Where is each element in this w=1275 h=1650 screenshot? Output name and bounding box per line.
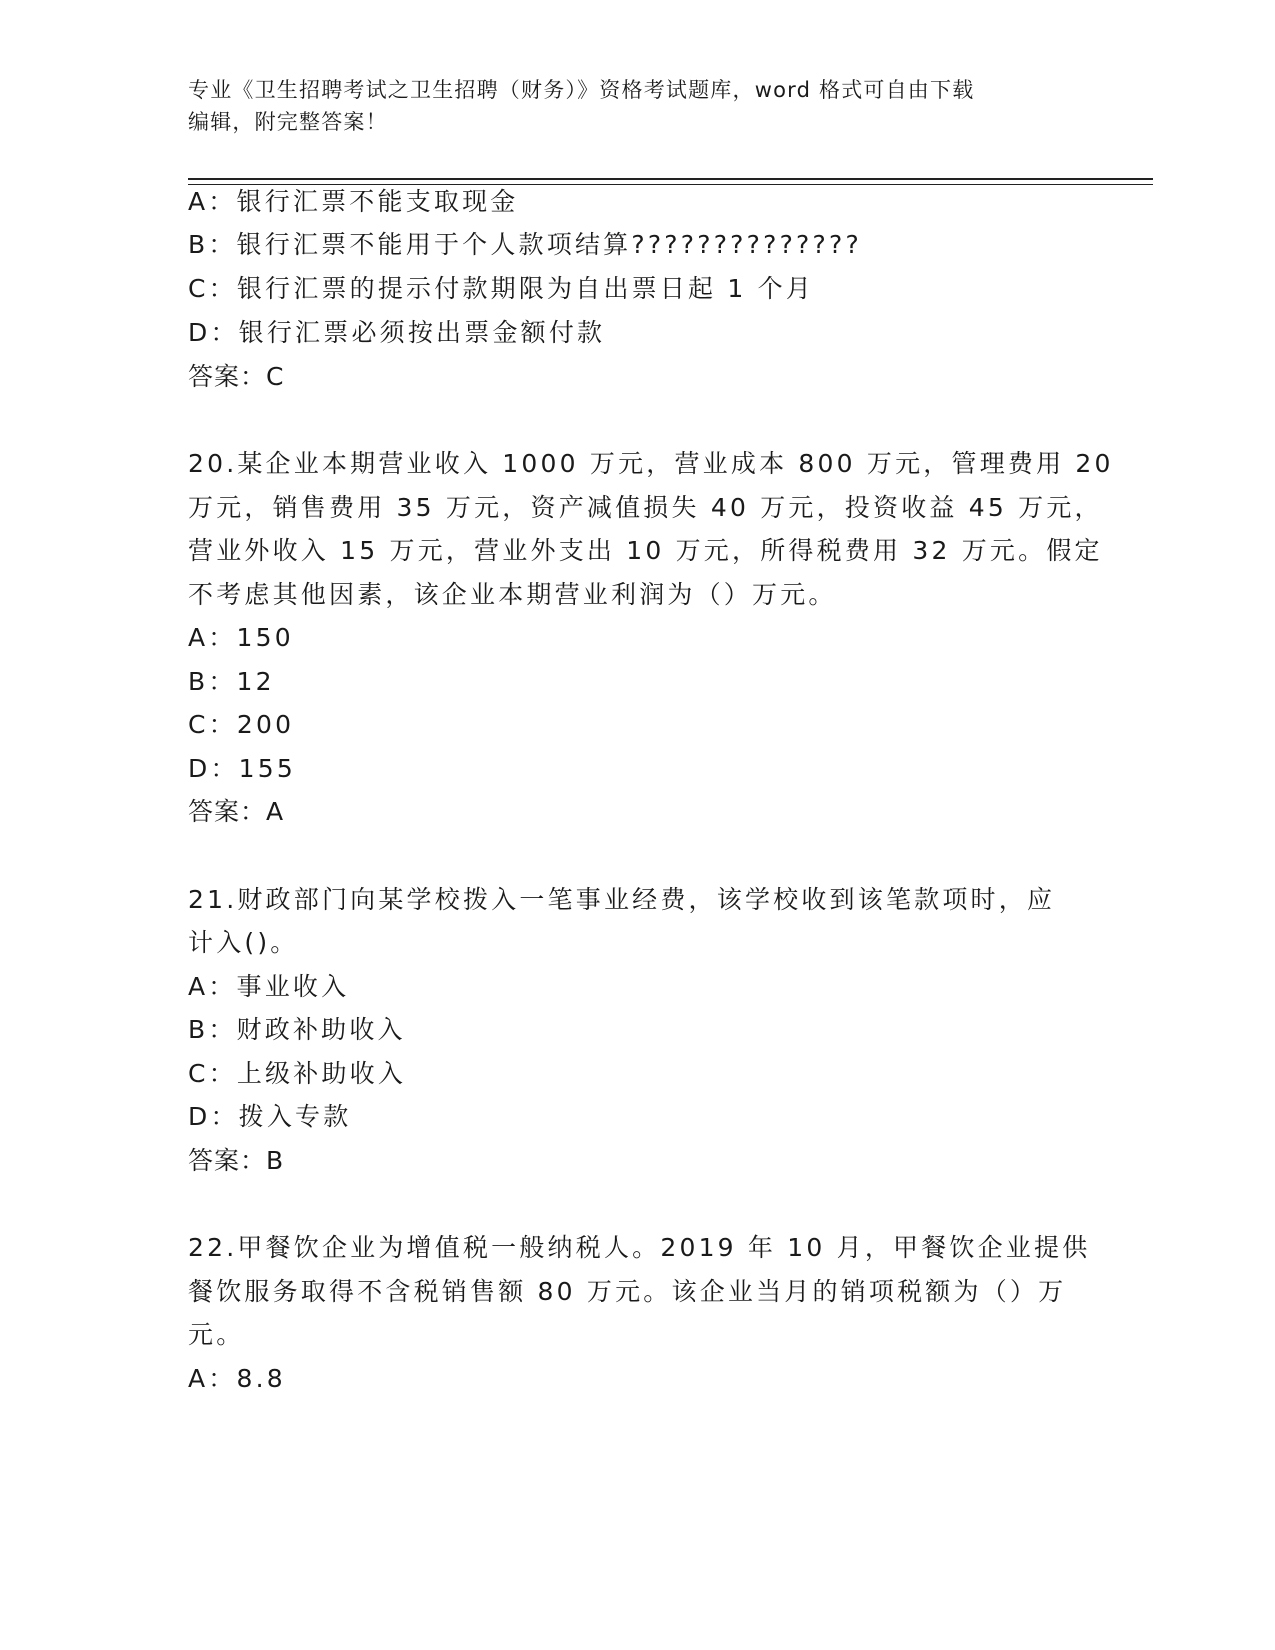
- q20-option-b: B：12: [188, 667, 275, 696]
- q19-answer: 答案：C: [188, 362, 285, 391]
- q22-stem-line-3: 元。: [188, 1320, 245, 1349]
- q19-option-c: C：银行汇票的提示付款期限为自出票日起 1 个月: [188, 274, 815, 303]
- q20-stem-line-2: 万元，销售费用 35 万元，资产减值损失 40 万元，投资收益 45 万元，: [188, 493, 1103, 522]
- q20-stem-line-4: 不考虑其他因素，该企业本期营业利润为（）万元。: [188, 580, 837, 609]
- q21-stem-line-2: 计入()。: [188, 928, 299, 957]
- q22-stem-line-1: 22.甲餐饮企业为增值税一般纳税人。2019 年 10 月，甲餐饮企业提供: [188, 1233, 1091, 1262]
- q20-stem-line-3: 营业外收入 15 万元，营业外支出 10 万元，所得税费用 32 万元。假定: [188, 536, 1103, 565]
- q21-option-d: D：拨入专款: [188, 1102, 352, 1131]
- q21-option-b: B：财政补助收入: [188, 1015, 406, 1044]
- q20-option-d: D：155: [188, 754, 296, 783]
- header-divider-thick: [188, 178, 1153, 180]
- q20-option-c: C：200: [188, 710, 295, 739]
- q21-stem-line-1: 21.财政部门向某学校拨入一笔事业经费，该学校收到该笔款项时，应: [188, 885, 1056, 914]
- q20-answer: 答案：A: [188, 797, 285, 826]
- q20-stem-line-1: 20.某企业本期营业收入 1000 万元，营业成本 800 万元，管理费用 20: [188, 449, 1114, 478]
- q21-answer: 答案：B: [188, 1146, 285, 1175]
- q22-option-a: A：8.8: [188, 1364, 286, 1393]
- q20-option-a: A：150: [188, 623, 294, 652]
- q21-option-a: A：事业收入: [188, 972, 350, 1001]
- document-header: [188, 74, 1088, 138]
- q22-stem-line-2: 餐饮服务取得不含税销售额 80 万元。该企业当月的销项税额为（）万: [188, 1277, 1067, 1306]
- q19-option-a: A：银行汇票不能支取现金: [188, 187, 519, 216]
- q19-option-b: B：银行汇票不能用于个人款项结算??????????????: [188, 230, 862, 259]
- q21-option-c: C：上级补助收入: [188, 1059, 407, 1088]
- q19-option-d: D：银行汇票必须按出票金额付款: [188, 318, 606, 347]
- header-line-1: 专业《卫生招聘考试之卫生招聘（财务）》资格考试题库，word 格式可自由下载: [188, 78, 975, 102]
- header-line-2: 编辑，附完整答案！: [188, 110, 388, 134]
